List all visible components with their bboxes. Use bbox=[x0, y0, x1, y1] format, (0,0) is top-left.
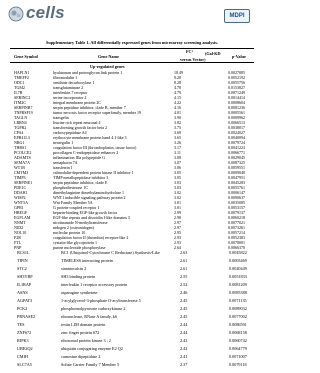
cell-name: heparin-binding EGF-like growth factor bbox=[53, 210, 118, 215]
col-pvalue: p-Value bbox=[232, 54, 246, 59]
cell-fc: 4.78 bbox=[174, 85, 181, 90]
cell-fc: 2.64 bbox=[174, 245, 181, 250]
cell-fc: 2.44 bbox=[180, 322, 188, 327]
table-row bbox=[0, 361, 264, 369]
cell-fc: 4.22 bbox=[174, 100, 181, 105]
cell-fc: 2.45 bbox=[180, 298, 188, 303]
cell-pvalue: 0.0071007 bbox=[229, 354, 247, 359]
table-top-rule bbox=[10, 48, 254, 49]
cell-fc: 4.01 bbox=[174, 110, 181, 115]
cell-symbol: SH3YBP bbox=[17, 274, 33, 279]
cell-symbol: ASNS bbox=[17, 290, 28, 295]
cell-symbol: NRG1 bbox=[14, 140, 25, 145]
cell-symbol: ADAMTS bbox=[14, 155, 31, 160]
cell-symbol: GPR1 bbox=[14, 205, 24, 210]
cell-fc: 3.08 bbox=[174, 155, 181, 160]
cell-pvalue: 0.0090637 bbox=[228, 195, 245, 200]
cell-fc: 2.99 bbox=[174, 210, 181, 215]
col-fc-line3: versus Vector) bbox=[180, 57, 206, 62]
table-row bbox=[0, 313, 264, 321]
cell-fc: 3.69 bbox=[174, 130, 181, 135]
cell-name: WNT1 inducible signaling pathway protein 2 bbox=[53, 195, 126, 200]
table-header-rule bbox=[10, 62, 254, 63]
cell-name: SH3 binding protein bbox=[61, 274, 96, 279]
cell-pvalue: 0.0071135 bbox=[229, 298, 247, 303]
cell-symbol: PNP bbox=[14, 245, 22, 250]
cell-name: fibromodulin 1 bbox=[53, 75, 78, 80]
cell-name: serpin peptidase inhibitor, clade E bbox=[53, 180, 108, 185]
cell-fc: 3.01 bbox=[174, 205, 181, 210]
cell-symbol: SERPINB7 bbox=[14, 105, 33, 110]
cell-name: semaphorin 7A bbox=[53, 160, 78, 165]
cell-symbol: TNFRSF19 bbox=[14, 110, 33, 115]
table-caption: Supplementary Table 1. All differentially expressed genes from microarray screening analysis. bbox=[46, 40, 218, 45]
cell-symbol: PDE1C bbox=[14, 185, 27, 190]
cell-pvalue: 0.0081236 bbox=[228, 105, 245, 110]
cell-symbol: NOL10 bbox=[14, 230, 27, 235]
cell-name: phosphodiesterase 1C bbox=[53, 185, 88, 190]
cell-name: transforming growth factor beta 2 bbox=[53, 125, 107, 130]
cell-pvalue: 0.0077021 bbox=[228, 220, 245, 225]
cell-fc: 2.61 bbox=[180, 258, 188, 263]
cell-fc: 2.52 bbox=[180, 282, 188, 287]
cell-fc: 3.90 bbox=[174, 115, 181, 120]
cell-symbol: ZNF672 bbox=[17, 330, 32, 335]
table-row bbox=[0, 273, 264, 281]
cell-pvalue: 0.0052192 bbox=[228, 75, 245, 80]
cell-fc: 3.75 bbox=[174, 125, 181, 130]
cell-symbol: BCS1L bbox=[17, 250, 30, 255]
cell-symbol: EPB41L3 bbox=[14, 135, 30, 140]
cell-symbol: NNMT bbox=[14, 220, 26, 225]
cell-name: Solute Carrier Family 7 Member 5 bbox=[61, 362, 120, 367]
cell-fc: 2.63 bbox=[180, 250, 188, 255]
section-up-regulated: Up-regulated genes bbox=[90, 64, 125, 69]
cell-pvalue: 0.0045283 bbox=[228, 180, 245, 185]
cell-symbol: WISP2 bbox=[14, 195, 26, 200]
cell-symbol: THBS1 bbox=[14, 145, 27, 150]
cell-name: nicotinamide N-methyltransferase bbox=[53, 220, 108, 225]
cell-symbol: RIPK3 bbox=[17, 338, 29, 343]
cell-symbol: ODC1 bbox=[14, 80, 25, 85]
cell-symbol: WNT5A bbox=[14, 200, 28, 205]
cell-fc: 3.26 bbox=[174, 140, 181, 145]
table-row bbox=[0, 249, 264, 257]
cell-symbol: UBE2Q2 bbox=[17, 346, 33, 351]
cell-fc: 2.97 bbox=[174, 225, 181, 230]
cell-fc: 4.16 bbox=[174, 105, 181, 110]
cell-pvalue: 0.0027085 bbox=[228, 70, 245, 75]
cell-pvalue: 0.0006147 bbox=[228, 190, 245, 195]
cell-name: calmodulin-dependent protein kinase II inhibitor 1 bbox=[53, 170, 134, 175]
cell-fc: 4.15 bbox=[174, 95, 181, 100]
cell-pvalue: 0.0078001 bbox=[228, 240, 245, 245]
cell-fc: 2.93 bbox=[174, 235, 181, 240]
cell-pvalue: 0.0051833 bbox=[229, 274, 247, 279]
cell-fc: 9.20 bbox=[174, 75, 181, 80]
cell-symbol: IL7R bbox=[14, 90, 23, 95]
cell-name: phosphoenolpyruvate carboxykinase 2 bbox=[61, 306, 126, 311]
cell-pvalue: 0.0081209 bbox=[229, 282, 247, 287]
cell-symbol: PCK2 bbox=[17, 306, 28, 311]
cell-fc: 3.11 bbox=[174, 150, 181, 155]
cell-name: integral membrane protein 2C bbox=[53, 100, 102, 105]
cell-fc: 3.02 bbox=[174, 195, 181, 200]
publisher-logo: MDPI bbox=[224, 9, 250, 23]
cell-pvalue: 0.0020449 bbox=[229, 266, 247, 271]
cell-name: cystatin-like glycoprotein 1 bbox=[53, 240, 97, 245]
cell-fc: 2.95 bbox=[174, 230, 181, 235]
col-fc-line2: (Gal-KD bbox=[205, 51, 221, 56]
cell-symbol: DDAH1 bbox=[14, 190, 28, 195]
cell-name: transferrin 1 bbox=[53, 165, 73, 170]
cell-pvalue: 0.0153827 bbox=[228, 85, 245, 90]
cell-name: ribonuclease, RNase A family, k6 bbox=[61, 314, 118, 319]
cell-symbol: HBEGF bbox=[14, 210, 28, 215]
cell-name: carboxypeptidase A4 bbox=[53, 130, 87, 135]
table-row bbox=[0, 321, 264, 329]
cell-fc: 3.65 bbox=[174, 135, 181, 140]
cell-pvalue: 0.0024027 bbox=[228, 130, 245, 135]
cell-pvalue: 0.0040094 bbox=[228, 135, 245, 140]
cell-name: 1-acylglycerol-3-phosphate O-acyltransferase 5 bbox=[61, 298, 141, 303]
cell-symbol: F2R bbox=[14, 235, 21, 240]
cell-pvalue: 0.0057214 bbox=[228, 230, 245, 235]
cell-fc: 2.98 bbox=[174, 215, 181, 220]
cell-pvalue: 0.0047951 bbox=[228, 175, 245, 180]
table-row bbox=[0, 329, 264, 337]
cell-symbol: LRRN4 bbox=[14, 120, 27, 125]
cell-fc: 3.05 bbox=[174, 175, 181, 180]
table-row bbox=[0, 289, 264, 297]
table-row bbox=[0, 257, 264, 265]
cell-fc: 3.03 bbox=[174, 180, 181, 185]
col-fc-line1: FC¹ bbox=[186, 49, 193, 54]
table-row bbox=[0, 265, 264, 273]
cell-pvalue: 0.0085388 bbox=[229, 290, 247, 295]
cell-name: TIMELESS interacting protein bbox=[61, 258, 113, 263]
cell-pvalue: 0.0009040 bbox=[228, 170, 245, 175]
cells-logo-icon bbox=[8, 6, 24, 22]
cell-pvalue: 0.0060742 bbox=[229, 338, 247, 343]
cell-name: ribosomal protein kinase 3 ; 2 bbox=[61, 338, 111, 343]
cell-pvalue: 0.0066771 bbox=[228, 150, 245, 155]
cell-fc: 3.02 bbox=[174, 190, 181, 195]
cell-name: coagulation factor II (thrombin) receptor-like 2 bbox=[53, 235, 129, 240]
cell-symbol: TMEFF2 bbox=[14, 75, 29, 80]
cell-fc: 3.03 bbox=[174, 185, 181, 190]
cell-pvalue: 0.0087325 bbox=[228, 160, 245, 165]
cell-symbol: SEMA7A bbox=[14, 160, 31, 165]
cell-name: serine incorporator 2 bbox=[53, 95, 87, 100]
cell-name: leucine rich repeat neuronal 4 bbox=[53, 120, 101, 125]
cell-fc: 2.45 bbox=[180, 306, 188, 311]
col-gene-name: Gene Name bbox=[98, 54, 119, 59]
cell-name: zinc finger protein 672 bbox=[61, 330, 100, 335]
cell-fc: 3.05 bbox=[174, 170, 181, 175]
cell-pvalue: 0.0041223 bbox=[228, 145, 245, 150]
cell-name: ornithine decarboxylase 1 bbox=[53, 80, 95, 85]
cell-pvalue: 0.0079137 bbox=[228, 210, 245, 215]
cell-name: dimethylarginine dimethylaminohydrolase 1 bbox=[53, 190, 125, 195]
cell-fc: 10.49 bbox=[174, 70, 183, 75]
cell-pvalue: 0.0089032 bbox=[229, 306, 247, 311]
cell-fc: 3.06 bbox=[174, 165, 181, 170]
cell-fc: 2.41 bbox=[180, 354, 188, 359]
cell-symbol: TAGLN bbox=[14, 115, 28, 120]
cell-name: coagulation factor III (thromboplastin, tissue factor) bbox=[53, 145, 137, 150]
cell-name: hyaluronan and proteoglycan link protein 1 bbox=[53, 70, 123, 75]
cell-symbol: CMTM3 bbox=[14, 170, 29, 175]
cell-name: transgelin bbox=[53, 115, 69, 120]
cell-fc: 3.82 bbox=[174, 120, 181, 125]
cell-fc: 3.01 bbox=[174, 200, 181, 205]
cell-name: serpin peptidase inhibitor, clade B, member 7 bbox=[53, 105, 126, 110]
cell-name: procollagen C-endopeptidase enhancer 2 bbox=[53, 150, 119, 155]
cell-pvalue: 0.0029045 bbox=[228, 155, 245, 160]
cell-symbol: TES bbox=[17, 322, 25, 327]
cell-name: G protein-coupled receptor 1 bbox=[53, 205, 100, 210]
cell-fc: 8.28 bbox=[174, 80, 181, 85]
cell-pvalue: 0.0066370 bbox=[228, 245, 245, 250]
cell-name: ubiquitin conjugating enzyme E2 Q2 bbox=[61, 346, 123, 351]
cell-name: interleukin 1 receptor accessory protein bbox=[61, 282, 128, 287]
cell-name: BC1 (Ubiquinol-Cytochrome C Reductase) Synthesis-Like bbox=[61, 250, 160, 255]
cell-symbol: STC2 bbox=[17, 266, 27, 271]
cell-symbol: SERINC2 bbox=[14, 95, 31, 100]
cell-name: asparagine synthetase bbox=[61, 290, 98, 295]
cell-symbol: CPA4 bbox=[14, 130, 24, 135]
cell-pvalue: 0.0077002 bbox=[229, 314, 247, 319]
cell-pvalue: 0.0068158 bbox=[229, 330, 247, 335]
cell-symbol: TGFB2 bbox=[14, 125, 27, 130]
cell-symbol: EGFLAM bbox=[14, 215, 31, 220]
cell-name: TIMP metallopeptidase inhibitor 3 bbox=[53, 175, 109, 180]
cell-pvalue: 0.0071249 bbox=[228, 90, 245, 95]
cell-symbol: ITM2C bbox=[14, 100, 26, 105]
cell-name: EGF-like repeats and discoidin I-like domains 3 bbox=[53, 215, 130, 220]
cell-symbol: TGM2 bbox=[14, 85, 25, 90]
cell-pvalue: 0.0055756 bbox=[228, 80, 245, 85]
cell-name: Wnt Family Member 5A bbox=[53, 200, 93, 205]
cell-fc: 2.37 bbox=[180, 362, 188, 367]
journal-header bbox=[0, 0, 264, 30]
cell-name: purine nucleoside phosphorylase bbox=[53, 245, 106, 250]
cell-symbol: IL1RAP bbox=[17, 282, 32, 287]
cell-symbol: NID2 bbox=[14, 225, 24, 230]
cell-symbol: PCOLCE2 bbox=[14, 150, 32, 155]
cell-name: inflammation IIIa polypeptide G bbox=[53, 155, 106, 160]
cell-symbol: TIPIN bbox=[17, 258, 28, 263]
cell-pvalue: 0.0005561 bbox=[228, 110, 245, 115]
cell-symbol: TIMP3 bbox=[14, 175, 26, 180]
cell-fc: 2.43 bbox=[180, 338, 188, 343]
cell-fc: 2.55 bbox=[180, 274, 188, 279]
cell-fc: 2.42 bbox=[180, 346, 188, 351]
table-row bbox=[0, 305, 264, 313]
cell-pvalue: 0.0059551 bbox=[228, 165, 245, 170]
cell-pvalue: 0.0038017 bbox=[228, 125, 245, 130]
cell-symbol: SLC7A5 bbox=[17, 362, 32, 367]
cell-pvalue: 0.0055761 bbox=[228, 185, 245, 190]
cell-name: erythrocyte membrane protein band 4.1-like 3 bbox=[53, 135, 127, 140]
col-gene-symbol: Gene Symbol bbox=[14, 54, 38, 59]
cell-pvalue: 0.0053157 bbox=[228, 205, 245, 210]
cell-pvalue: 0.0014414 bbox=[228, 95, 245, 100]
cell-fc: 2.44 bbox=[180, 330, 188, 335]
cell-pvalue: 0.0086591 bbox=[229, 322, 247, 327]
cell-pvalue: 0.0079724 bbox=[228, 140, 245, 145]
cell-pvalue: 0.0003469 bbox=[229, 258, 247, 263]
cell-pvalue: 0.0052383 bbox=[228, 235, 245, 240]
table-row bbox=[0, 297, 264, 305]
cell-pvalue: 0.0045822 bbox=[229, 250, 247, 255]
cell-symbol: CMIH bbox=[17, 354, 28, 359]
cell-name: nidogen 2 (osteonidogen) bbox=[53, 225, 94, 230]
cell-fc: 4.79 bbox=[174, 90, 181, 95]
cell-pvalue: 0.0035085 bbox=[228, 200, 245, 205]
cell-fc: 2.97 bbox=[174, 220, 181, 225]
cell-symbol: PRNASE2 bbox=[17, 314, 36, 319]
cell-pvalue: 0.0066513 bbox=[228, 120, 245, 125]
cell-symbol: SERPINE1 bbox=[14, 180, 33, 185]
cell-pvalue: 0.0008604 bbox=[228, 100, 245, 105]
cell-name: nucleolar protein 10 bbox=[53, 230, 86, 235]
table-row bbox=[0, 281, 264, 289]
cell-symbol: HAPLN1 bbox=[14, 70, 30, 75]
cell-symbol: FTL bbox=[14, 240, 22, 245]
cell-pvalue: 0.0060218 bbox=[228, 215, 245, 220]
cell-pvalue: 0.0064779 bbox=[229, 346, 247, 351]
table-row bbox=[0, 353, 264, 361]
cell-name: carnosine dipeptidase 2 bbox=[61, 354, 101, 359]
cell-fc: 2.45 bbox=[180, 314, 188, 319]
cell-symbol: WT1B bbox=[14, 165, 25, 170]
cell-pvalue: 0.0009962 bbox=[228, 115, 245, 120]
cell-name: stanniocalcin 2 bbox=[61, 266, 87, 271]
cell-name: transglutaminase 2 bbox=[53, 85, 84, 90]
cell-name: testin LIM domain protein bbox=[61, 322, 106, 327]
cell-symbol: AGPAT3 bbox=[17, 298, 33, 303]
cell-pvalue: 0.0079118 bbox=[229, 362, 247, 367]
cell-fc: 3.07 bbox=[174, 160, 181, 165]
cell-pvalue: 0.0073261 bbox=[228, 225, 245, 230]
journal-name: cells bbox=[26, 3, 65, 22]
cell-fc: 2.46 bbox=[180, 290, 188, 295]
cell-name: interleukin 7 receptor bbox=[53, 90, 88, 95]
table-row bbox=[0, 337, 264, 345]
cell-name: neuregulin 1 bbox=[53, 140, 74, 145]
cell-fc: 2.93 bbox=[174, 240, 181, 245]
cell-fc: 2.61 bbox=[180, 266, 188, 271]
cell-name: tumor necrosis factor receptor superfamily, member 19 bbox=[53, 110, 142, 115]
cell-fc: 3.17 bbox=[174, 145, 181, 150]
table-row bbox=[0, 345, 264, 353]
